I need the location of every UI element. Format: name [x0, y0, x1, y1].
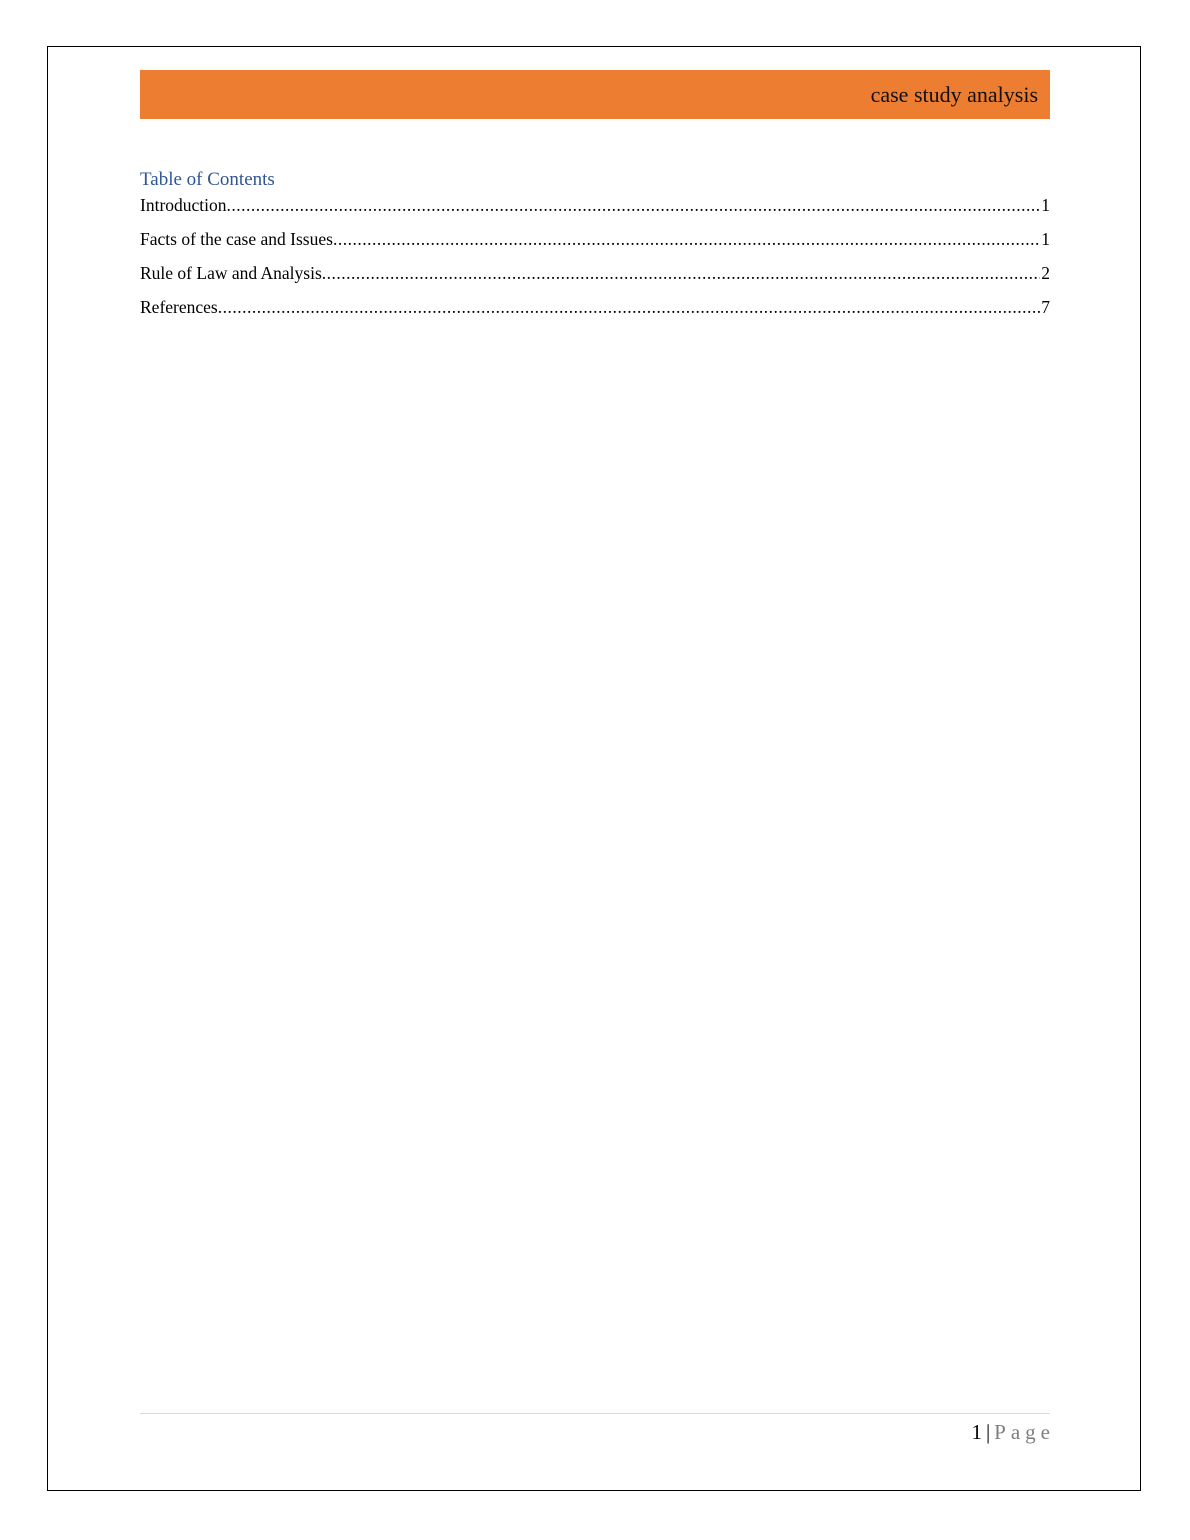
table-of-contents [140, 194, 1050, 330]
page-number: 1 [971, 1420, 982, 1444]
toc-entry-references[interactable] [140, 296, 1050, 330]
toc-dot-leader [227, 194, 1041, 216]
toc-dot-leader [322, 262, 1040, 284]
toc-dot-leader [218, 296, 1041, 318]
toc-entry-label: Facts of the case and Issues [140, 229, 333, 249]
footer-page-number [971, 1419, 1055, 1445]
toc-entry-label: Rule of Law and Analysis [140, 263, 322, 283]
toc-entry-label: References [140, 297, 218, 317]
document-header-title: case study analysis [870, 82, 1038, 107]
toc-entry-page: 1 [1041, 229, 1050, 249]
toc-dot-leader [333, 228, 1040, 250]
page-separator: | [985, 1420, 991, 1444]
toc-heading: Table of Contents [140, 169, 275, 190]
toc-entry-facts[interactable] [140, 228, 1050, 262]
header-band [140, 70, 1050, 119]
toc-entry-label: Introduction [140, 195, 227, 215]
footer-divider [140, 1413, 1050, 1414]
toc-entry-page: 7 [1041, 297, 1050, 317]
toc-entry-page: 1 [1041, 195, 1050, 215]
toc-entry-rule-of-law[interactable] [140, 262, 1050, 296]
toc-entry-introduction[interactable] [140, 194, 1050, 228]
page-word: Page [994, 1420, 1055, 1444]
toc-entry-page: 2 [1041, 263, 1050, 283]
